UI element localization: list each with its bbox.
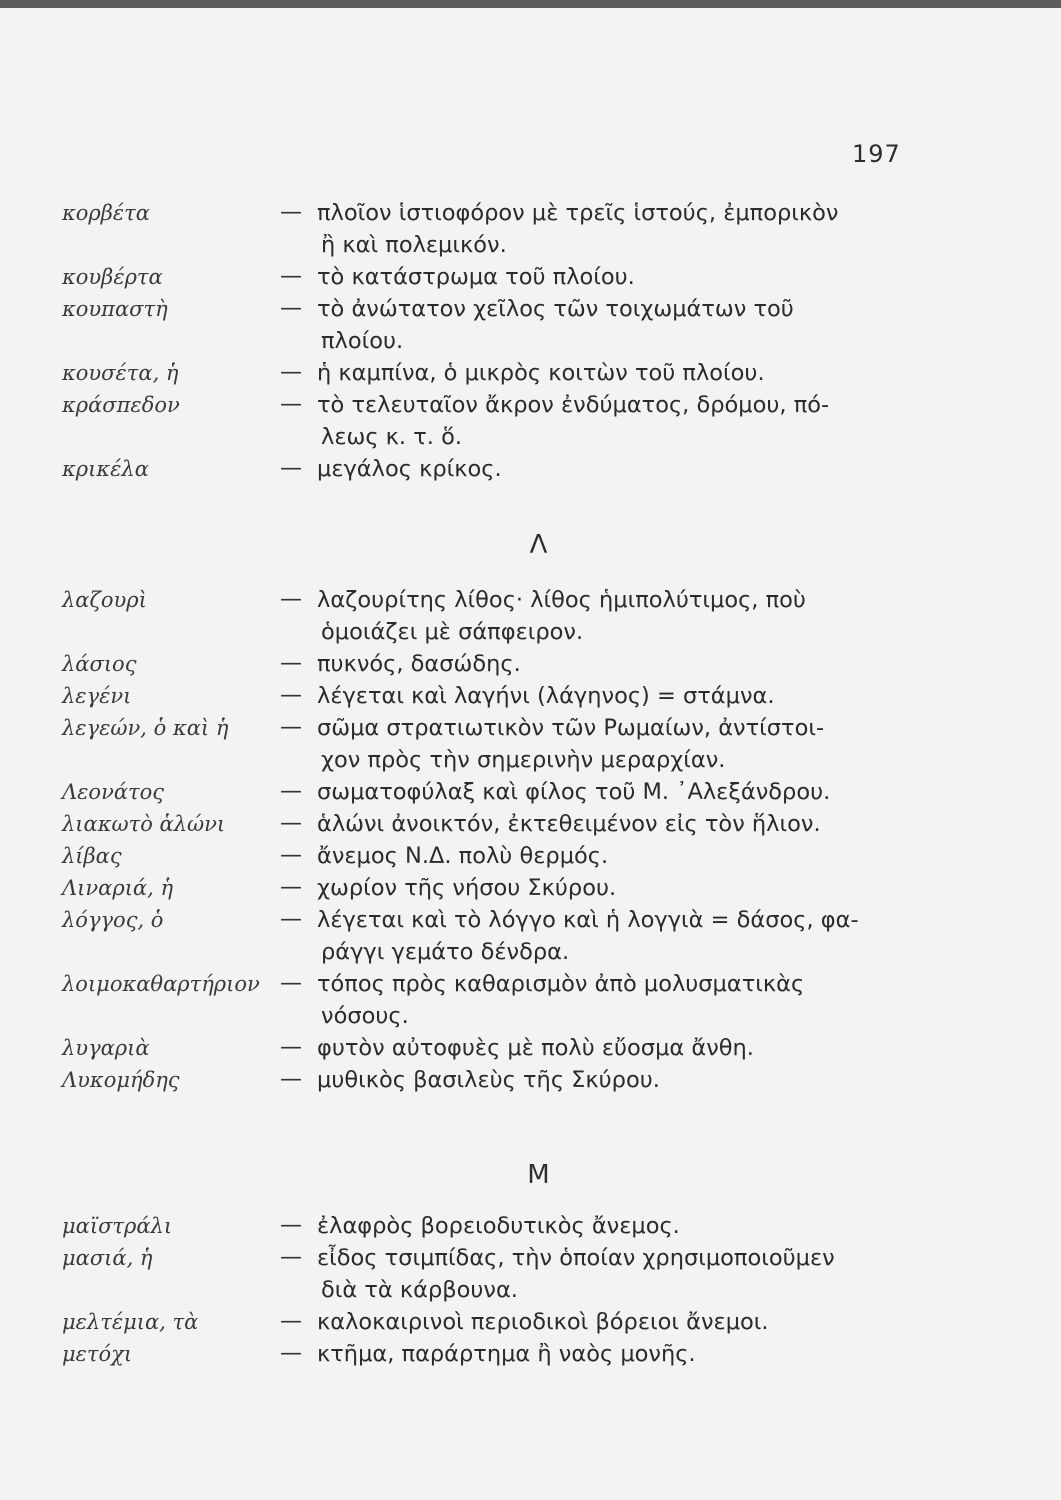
entry-dash: —	[280, 971, 302, 996]
entry-term: μελτέμια, τὰ	[62, 1310, 199, 1334]
entry-definition	[317, 261, 902, 293]
definition-line: λέγεται καὶ τὸ λόγγο καὶ ἡ λογγιὰ = δάσος, φα-	[317, 907, 859, 933]
entry-dash: —	[280, 587, 302, 612]
definition-line: λέγεται καὶ λαγήνι (λάγηνος) = στάμνα.	[317, 683, 775, 709]
definition-line: κτῆμα, παράρτημα ἢ ναὸς μονῆς.	[317, 1341, 696, 1367]
entry-dash: —	[280, 683, 302, 708]
entry-dash: —	[280, 779, 302, 804]
entry-definition	[317, 1064, 902, 1096]
entry-term: κουβέρτα	[62, 265, 163, 289]
dictionary-entry	[0, 584, 1061, 648]
dictionary-entry	[0, 712, 1061, 776]
definition-line: τὸ τελευταῖον ἄκρον ἐνδύματος, δρόμου, πό-	[317, 392, 830, 418]
dictionary-entry	[0, 1306, 1061, 1338]
definition-line: ράγγι γεμάτο δένδρα.	[321, 939, 570, 965]
definition-line: μυθικὸς βασιλεὺς τῆς Σκύρου.	[317, 1067, 660, 1093]
definition-line: νόσους.	[321, 1003, 409, 1029]
entry-term: λεγεών, ὁ καὶ ἡ	[62, 716, 229, 740]
definition-line: ἢ καὶ πολεμικόν.	[321, 232, 507, 258]
entry-definition	[317, 840, 902, 872]
entry-term: λίβας	[62, 844, 122, 868]
dictionary-entry	[0, 293, 1061, 357]
definition-line: χον πρὸς τὴν σημερινὴν μεραρχίαν.	[321, 747, 726, 773]
entry-term: κράσπεδον	[62, 393, 180, 417]
entry-dash: —	[280, 1309, 302, 1334]
entry-dash: —	[280, 1341, 302, 1366]
entry-term: κουπαστὴ	[62, 297, 168, 321]
dictionary-entry	[0, 389, 1061, 453]
definition-line: πλοίου.	[321, 328, 404, 354]
definition-line: πλοῖον ἱστιοφόρον μὲ τρεῖς ἱστούς, ἐμπορικὸν	[317, 200, 839, 226]
dictionary-entry	[0, 680, 1061, 712]
letter-heading-lambda: Λ	[529, 530, 548, 560]
entry-definition	[317, 808, 902, 840]
entry-term: λόγγος, ὁ	[62, 908, 164, 932]
definition-line: πυκνός, δασώδης.	[317, 651, 521, 677]
entry-term: μαϊστράλι	[62, 1214, 173, 1238]
entry-definition	[317, 389, 902, 453]
entry-dash: —	[280, 200, 302, 225]
entry-dash: —	[280, 715, 302, 740]
entry-term: Λυκομήδης	[62, 1068, 180, 1092]
section-mu	[0, 1210, 1061, 1370]
entry-term: κουσέτα, ἡ	[62, 361, 179, 385]
entry-term: Λεονάτος	[62, 780, 165, 804]
scan-top-edge	[0, 0, 1061, 8]
dictionary-entry	[0, 1210, 1061, 1242]
entry-dash: —	[280, 843, 302, 868]
entry-term: λάσιος	[62, 652, 137, 676]
entry-definition	[317, 712, 902, 776]
entry-term: μετόχι	[62, 1342, 133, 1366]
page-number: 197	[852, 140, 901, 168]
dictionary-entry	[0, 872, 1061, 904]
entry-definition	[317, 776, 902, 808]
entry-definition	[317, 1242, 902, 1306]
entry-definition	[317, 648, 902, 680]
entry-definition	[317, 453, 902, 485]
entry-definition	[317, 872, 902, 904]
entry-definition	[317, 968, 902, 1032]
dictionary-entry	[0, 357, 1061, 389]
dictionary-entry	[0, 1032, 1061, 1064]
entry-definition	[317, 584, 902, 648]
entry-dash: —	[280, 811, 302, 836]
dictionary-entry	[0, 840, 1061, 872]
entry-definition	[317, 904, 902, 968]
dictionary-entry	[0, 1338, 1061, 1370]
section-k	[0, 197, 1061, 485]
entry-definition	[317, 1210, 902, 1242]
dictionary-entry	[0, 453, 1061, 485]
entry-term: λιακωτὸ ἁλώνι	[62, 812, 226, 836]
definition-line: χωρίον τῆς νήσου Σκύρου.	[317, 875, 617, 901]
dictionary-entry	[0, 904, 1061, 968]
entry-definition	[317, 1306, 902, 1338]
entry-dash: —	[280, 651, 302, 676]
definition-line: λαζουρίτης λίθος· λίθος ἡμιπολύτιμος, ποὺ	[317, 587, 806, 613]
section-lambda	[0, 584, 1061, 1096]
dictionary-entry	[0, 648, 1061, 680]
entry-definition	[317, 680, 902, 712]
entry-term: Λιναριά, ἡ	[62, 876, 174, 900]
dictionary-entry	[0, 1242, 1061, 1306]
definition-line: ἐλαφρὸς βορειοδυτικὸς ἄνεμος.	[317, 1213, 680, 1239]
entry-dash: —	[280, 1213, 302, 1238]
entry-definition	[317, 357, 902, 389]
dictionary-entry	[0, 261, 1061, 293]
entry-dash: —	[280, 907, 302, 932]
definition-line: σωματοφύλαξ καὶ φίλος τοῦ Μ. ᾿Αλεξάνδρου.	[317, 779, 831, 805]
entry-dash: —	[280, 264, 302, 289]
entry-term: μασιά, ἡ	[62, 1246, 153, 1270]
entry-dash: —	[280, 360, 302, 385]
definition-line: λεως κ. τ. ὅ.	[321, 424, 463, 450]
entry-term: κορβέτα	[62, 201, 150, 225]
dictionary-entry	[0, 776, 1061, 808]
definition-line: ἁλώνι ἀνοικτόν, ἐκτεθειμένον εἰς τὸν ἥλιον.	[317, 811, 821, 837]
definition-line: ἄνεμος Ν.Δ. πολὺ θερμός.	[317, 843, 609, 869]
entry-dash: —	[280, 296, 302, 321]
entry-dash: —	[280, 456, 302, 481]
letter-heading-mu: Μ	[527, 1160, 550, 1190]
entry-dash: —	[280, 1035, 302, 1060]
dictionary-entry	[0, 1064, 1061, 1096]
entry-dash: —	[280, 1245, 302, 1270]
definition-line: φυτὸν αὐτοφυὲς μὲ πολὺ εὔοσμα ἄνθη.	[317, 1035, 754, 1061]
entry-term: λυγαριὰ	[62, 1036, 150, 1060]
entry-dash: —	[280, 392, 302, 417]
entry-term: λοιμοκαθαρτήριον	[62, 972, 260, 996]
definition-line: τὸ κατάστρωμα τοῦ πλοίου.	[317, 264, 635, 290]
entry-dash: —	[280, 875, 302, 900]
definition-line: διὰ τὰ κάρβουνα.	[321, 1277, 518, 1303]
dictionary-entry	[0, 968, 1061, 1032]
definition-line: τὸ ἀνώτατον χεῖλος τῶν τοιχωμάτων τοῦ	[317, 296, 794, 322]
definition-line: τόπος πρὸς καθαρισμὸν ἀπὸ μολυσματικὰς	[317, 971, 805, 997]
definition-line: ἡ καμπίνα, ὁ μικρὸς κοιτὼν τοῦ πλοίου.	[317, 360, 765, 386]
entry-definition	[317, 1338, 902, 1370]
entry-definition	[317, 293, 902, 357]
entry-definition	[317, 197, 902, 261]
definition-line: ὁμοιάζει μὲ σάπφειρον.	[321, 619, 584, 645]
definition-line: μεγάλος κρίκος.	[317, 456, 502, 482]
entry-term: κρικέλα	[62, 457, 149, 481]
entry-term: λαζουρὶ	[62, 588, 147, 612]
entry-dash: —	[280, 1067, 302, 1092]
definition-line: εἶδος τσιμπίδας, τὴν ὁποίαν χρησιμοποιοῦμεν	[317, 1245, 835, 1271]
definition-line: σῶμα στρατιωτικὸν τῶν Ρωμαίων, ἀντίστοι-	[317, 715, 825, 741]
definition-line: καλοκαιρινοὶ περιοδικοὶ βόρειοι ἄνεμοι.	[317, 1309, 769, 1335]
dictionary-entry	[0, 808, 1061, 840]
dictionary-entry	[0, 197, 1061, 261]
entry-term: λεγένι	[62, 684, 132, 708]
entry-definition	[317, 1032, 902, 1064]
